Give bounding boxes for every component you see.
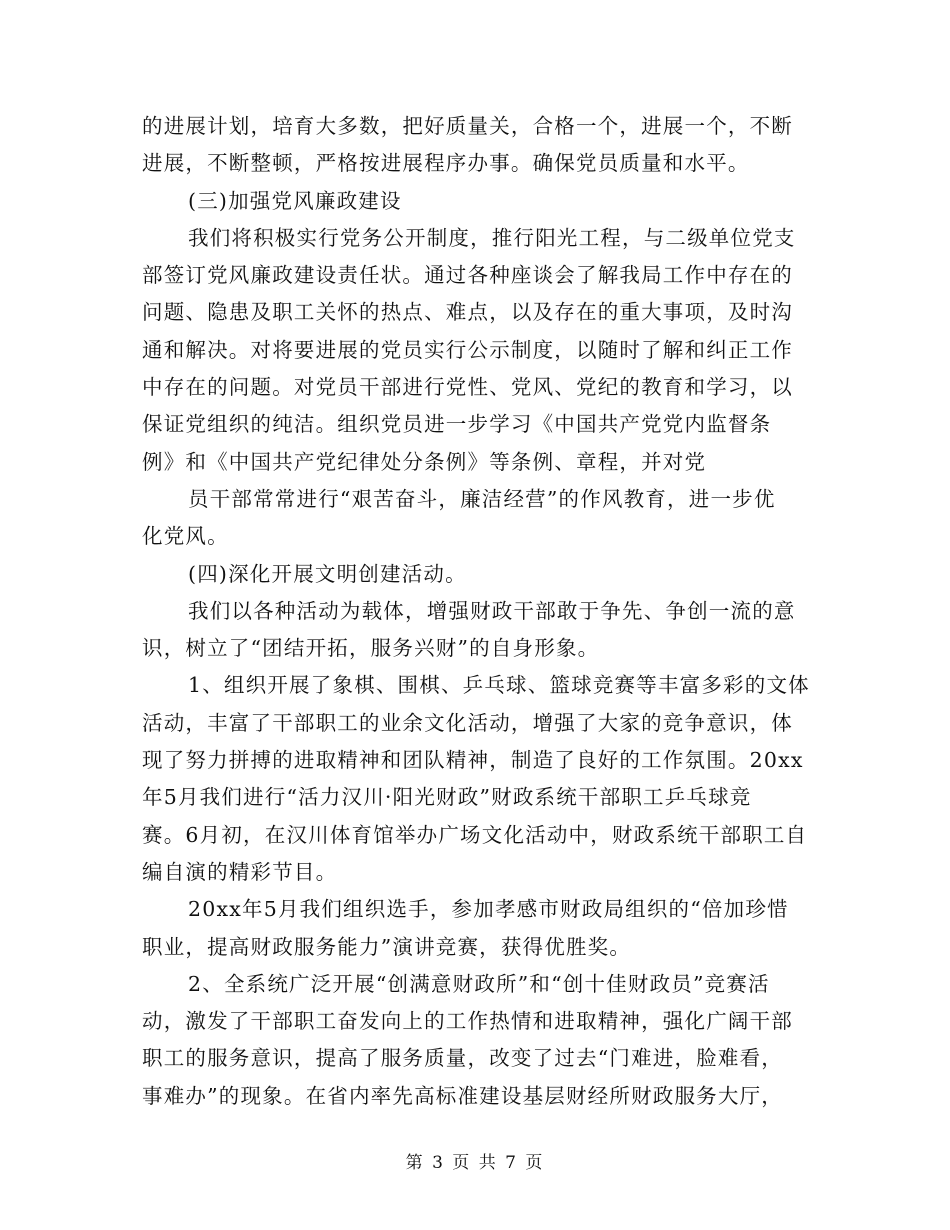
text-line: 职工的服务意识，提高了服务质量，改变了过去“门难进，脸难看， [142, 1046, 783, 1071]
text-line: 化党风。 [142, 524, 229, 549]
text-line: (四)深化开展文明创建活动。 [188, 561, 467, 586]
page-footer: 第 3 页 共 7 页 [405, 1153, 545, 1173]
text-line: 进展，不断整顿，严格按进展程序办事。确保党员质量和水平。 [142, 151, 750, 176]
text-line: 员干部常常进行“艰苦奋斗，廉洁经营”的作风教育，进一步优 [188, 486, 776, 511]
text-line: 我们以各种活动为载体，增强财政干部敢于争先、争创一流的意 [188, 598, 796, 623]
text-line: 现了努力拼搏的进取精神和团队精神，制造了良好的工作氛围。20xx [142, 748, 804, 773]
text-line: 年5月我们进行“活力汉川·阳光财政”财政系统干部职工乒乓球竞 [142, 785, 752, 810]
text-line: 识，树立了“团结开拓，服务兴财”的自身形象。 [142, 636, 600, 661]
text-line: 编自演的精彩节目。 [142, 859, 338, 884]
text-line: 的进展计划，培育大多数，把好质量关，合格一个，进展一个，不断 [142, 114, 793, 138]
text-line: 通和解决。对将要进展的党员实行公示制度，以随时了解和纠正工作 [142, 337, 793, 362]
text-line: 事难办”的现象。在省内率先高标准建设基层财经所财政服务大厅， [142, 1083, 783, 1108]
text-line: 部签订党风廉政建设责任状。通过各种座谈会了解我局工作中存在的 [142, 263, 793, 288]
text-line: (三)加强党风廉政建设 [188, 188, 402, 213]
text-line: 保证党组织的纯洁。组织党员进一步学习《中国共产党党内监督条 [142, 412, 772, 437]
text-line: 动，激发了干部职工奋发向上的工作热情和进取精神，强化广阔干部 [142, 1009, 793, 1034]
text-line: 问题、隐患及职工关怀的热点、难点，以及存在的重大事项，及时沟 [142, 300, 793, 325]
text-line: 2、全系统广泛开展“创满意财政所”和“创十佳财政员”竞赛活 [188, 971, 770, 996]
text-line: 例》和《中国共产党纪律处分条例》等条例、章程，并对党 [142, 449, 707, 474]
text-line: 赛。6月初，在汉川体育馆举办广场文化活动中，财政系统干部职工自 [142, 822, 808, 847]
text-line: 职业，提高财政服务能力”演讲竞赛，获得优胜奖。 [142, 934, 632, 959]
text-line: 中存在的问题。对党员干部进行党性、党风、党纪的教育和学习，以 [142, 375, 793, 400]
text-line: 20xx年5月我们组织选手，参加孝感市财政局组织的“倍加珍惜 [188, 897, 789, 922]
text-line: 我们将积极实行党务公开制度，推行阳光工程，与二级单位党支 [188, 225, 796, 250]
document-body [142, 108, 812, 1115]
text-line: 1、组织开展了象棋、围棋、乒乓球、篮球竞赛等丰富多彩的文体 [188, 673, 810, 698]
text-line: 活动，丰富了干部职工的业余文化活动，增强了大家的竞争意识，体 [142, 710, 793, 735]
